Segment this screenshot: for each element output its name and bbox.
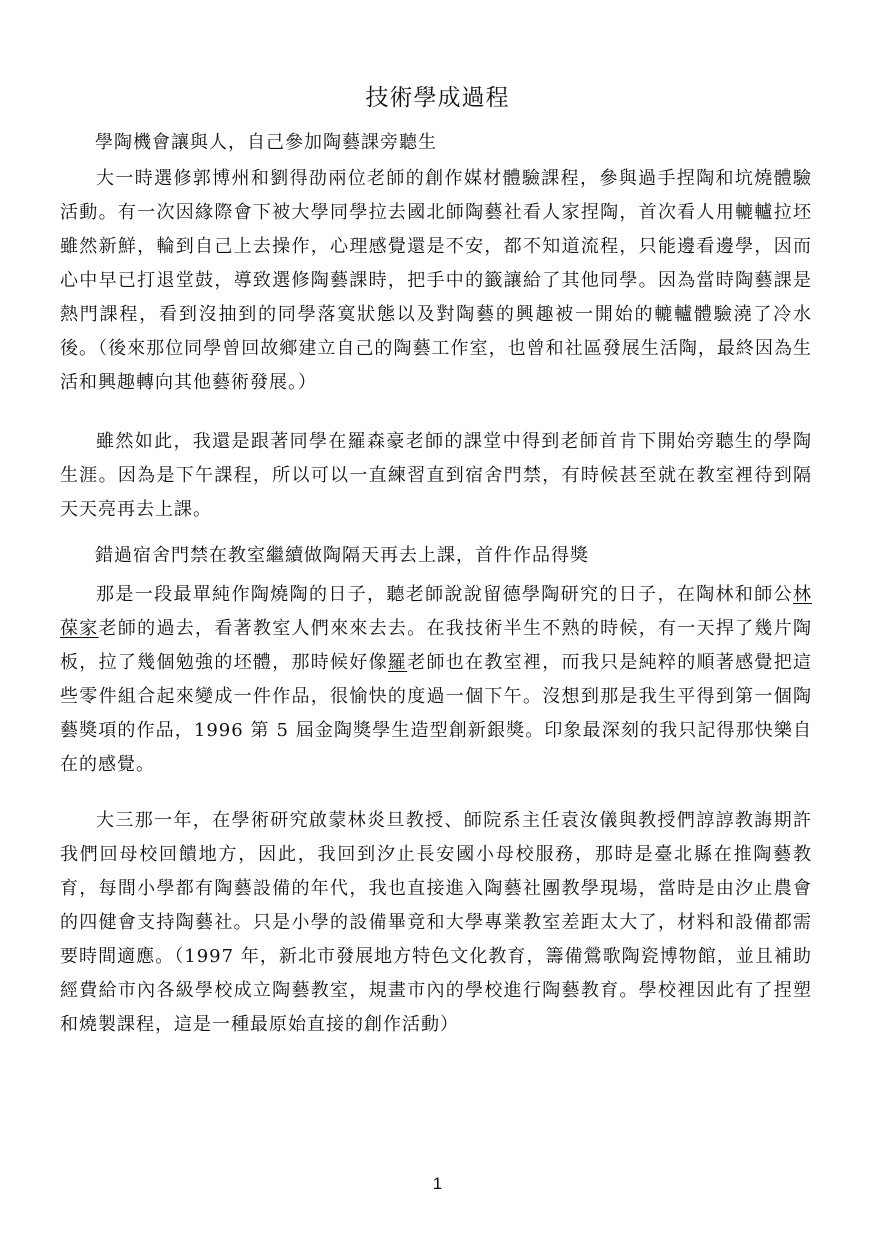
paragraph-3-text-a: 那是一段最單純作陶燒陶的日子，聽老師說說留德學陶研究的日子，在陶林和師公 — [96, 584, 793, 605]
section-heading-1: 學陶機會讓與人，自己參加陶藝課旁聽生 — [95, 132, 437, 153]
paragraph-3-text-b: 老師的過去，看著教室人們來來去去。在我技術半生不熟的時候，有一天捍了幾片陶板，拉了幾個勉強的坯體，那時候好像 — [60, 618, 813, 673]
person-name-luo: 羅 — [387, 652, 408, 673]
paragraph-1: 大一時選修郭博州和劉得劭兩位老師的創作媒材體驗課程，參與過手捏陶和坑燒體驗活動。有一次因緣際會下被大學同學拉去國北師陶藝社看人家捏陶，首次看人用轆轤拉坯雖然新鮮，輪到自己上去操作，心理感覺還是不安，都不知道流程，只能邊看邊學，因而心中早已打退堂鼓，導致選修陶藝課時，把手中的籤讓給了其他同學。因為當時陶藝課是熱門課程，看到沒抽到的同學落寞狀態以及對陶藝的興趣被一開始的轆轤體驗澆了冷水後。（後來那位同學曾回故鄉建立自己的陶藝工作室，也曾和社區發展生活陶，最終因為生活和興趣轉向其他藝術發展。） — [60, 168, 812, 393]
section-heading-2: 錯過宿舍門禁在教室繼續做陶隔天再去上課，首件作品得獎 — [95, 545, 589, 566]
paragraph-4: 大三那一年，在學術研究啟蒙林炎旦教授、師院系主任袁汝儀與教授們諄諄教誨期許我們回母校回饋地方，因此，我回到汐止長安國小母校服務，那時是臺北縣在推陶藝教育，每間小學都有陶藝設備的年代，我也直接進入陶藝社團教學現場，當時是由汐止農會的四健會支持陶藝社。只是小學的設備畢竟和大學專業教室差距太大了，材料和設備都需要時間適應。（1997 年，新北市發展地方特色文化教育，籌備鶯歌陶瓷博物館，並且補助經費給市內各級學校成立陶藝教室，規畫市內的學校進行陶藝教育。學校裡因此有了捏塑和燒製課程，這是一種最原始直接的創作活動） — [60, 810, 812, 1035]
paragraph-3 — [60, 578, 812, 782]
page-number: 1 — [432, 1174, 443, 1193]
paragraph-2: 雖然如此，我還是跟著同學在羅森豪老師的課堂中得到老師首肯下開始旁聽生的學陶生涯。因為是下午課程，所以可以一直練習直到宿舍門禁，有時候甚至就在教室裡待到隔天天亮再去上課。 — [60, 431, 812, 520]
document-title: 技術學成過程 — [365, 85, 510, 111]
person-name-lin-baojia: 林葆家 — [60, 584, 812, 639]
paragraph-3-text-c: 老師也在教室裡，而我只是純粹的順著感覺把這些零件組合起來變成一件作品，很愉快的度過一個下午。沒想到那是我生平得到第一個陶藝獎項的作品，1996 第 5 屆金陶獎學生造型創新銀獎。印象最深刻的我只記得那快樂自在的感覺。 — [60, 652, 813, 775]
